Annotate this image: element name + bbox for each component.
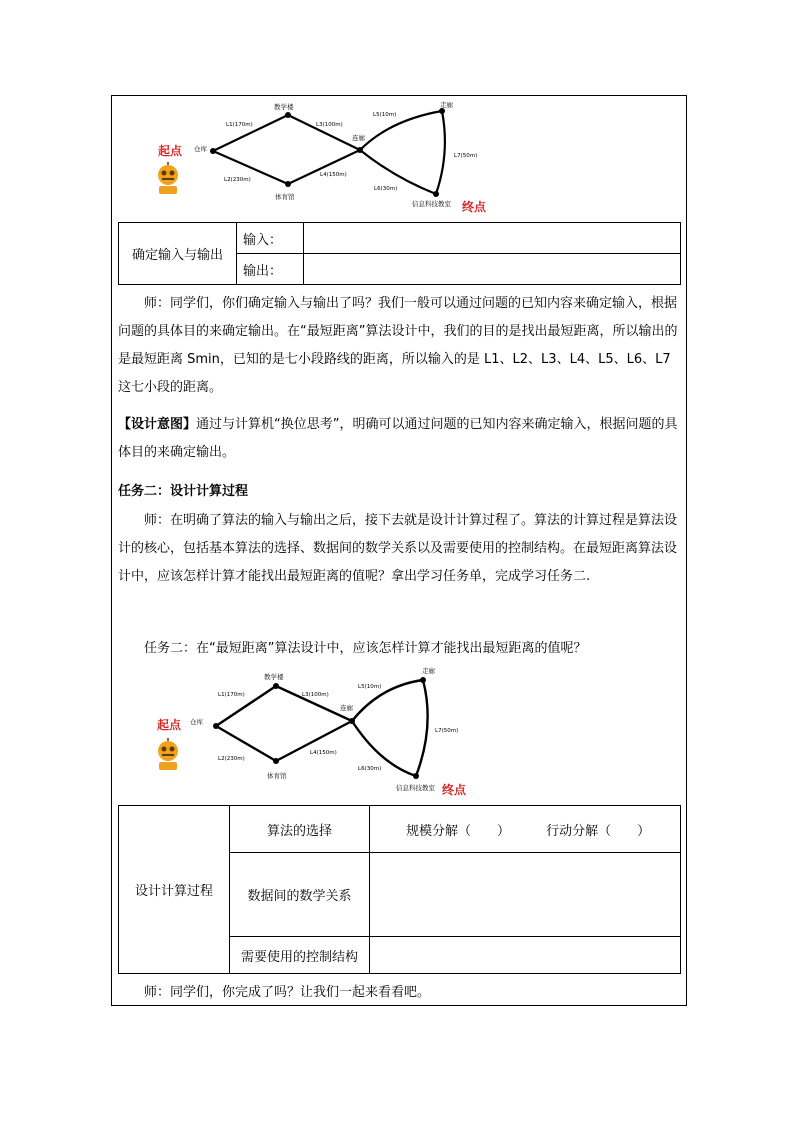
scale-decomposition-option[interactable]: 规模分解（ ） — [406, 823, 511, 839]
label-l1-2: L1(170m) — [218, 692, 245, 698]
label-l4-2: L4(150m) — [310, 750, 337, 756]
label-warehouse-2: 仓库 — [190, 718, 203, 726]
route-diagram-top — [150, 98, 490, 218]
start-label: 起点 — [158, 144, 183, 158]
label-l3: L3(100m) — [316, 122, 343, 128]
label-classroom: 信息科技教室 — [412, 200, 451, 208]
label-l5: L5(10m) — [373, 112, 397, 118]
action-decomposition-option[interactable]: 行动分解（ ） — [546, 823, 651, 839]
algo-choice-options — [370, 806, 681, 853]
label-l7: L7(50m) — [454, 153, 478, 159]
start-label-2: 起点 — [157, 718, 182, 732]
label-l2: L2(230m) — [224, 177, 251, 183]
end-label: 终点 — [462, 200, 487, 214]
robot-mascot-icon — [158, 162, 178, 194]
algo-choice-label: 算法的选择 — [230, 806, 370, 853]
design-intent-paragraph — [118, 411, 680, 467]
label-classroom-2: 信息科技教室 — [396, 784, 435, 792]
node-corridor — [357, 147, 363, 153]
label-warehouse: 仓库 — [194, 145, 207, 153]
label-gym: 体育馆 — [275, 193, 295, 201]
task2-question: 任务二：在“最短距离”算法设计中，应该怎样计算才能找出最短距离的值呢？ — [144, 641, 587, 656]
robot-mascot-icon-2 — [158, 738, 178, 770]
paragraph-closing: 师：同学们，你完成了吗？让我们一起来看看吧。 — [144, 985, 431, 1000]
label-l7-2: L7(50m) — [435, 728, 459, 734]
label-l1: L1(170m) — [226, 122, 253, 128]
input-label: 输入： — [237, 223, 304, 254]
io-table — [118, 222, 681, 285]
node-classroom — [433, 191, 439, 197]
route-diagram-bottom — [150, 664, 490, 799]
label-l6: L6(30m) — [374, 186, 398, 192]
label-l2-2: L2(230m) — [218, 756, 245, 762]
paragraph-io-explanation: 师：同学们，你们确定输入与输出了吗？我们一般可以通过问题的已知内容来确定输入，根据问题的具体目的来确定输出。在“最短距离”算法设计中，我们的目的是找出最短距离，所以输出的是最短距离 Smin，已知的是七小段路线的距离，所以输入的是 L1、L2、L3、L4、L5、L6、L7 这七小段的距离。 — [118, 296, 678, 395]
design-intent-label: 【设计意图】 — [118, 417, 197, 432]
control-structure-label: 需要使用的控制结构 — [230, 937, 370, 974]
calc-table-header: 设计计算过程 — [119, 806, 230, 974]
node-warehouse — [210, 148, 216, 154]
design-intent-text: 通过与计算机“换位思考”，明确可以通过问题的已知内容来确定输入，根据问题的具体目的来确定输出。 — [118, 417, 678, 460]
math-relation-cell[interactable] — [370, 853, 681, 937]
label-corridor: 连廊 — [352, 134, 365, 142]
math-relation-label: 数据间的数学关系 — [230, 853, 370, 937]
output-label: 输出： — [237, 254, 304, 285]
label-corridor-2: 连廊 — [340, 704, 353, 712]
label-l6-2: L6(30m) — [358, 766, 382, 772]
edge-l3 — [288, 115, 360, 150]
edge-l1 — [213, 115, 288, 151]
edge-l7 — [436, 111, 445, 194]
control-structure-cell[interactable] — [370, 937, 681, 974]
paragraph-calc-process: 师：在明确了算法的输入与输出之后，接下去就是设计计算过程了。算法的计算过程是算法设计的核心，包括基本算法的选择、数据间的数学关系以及需要使用的控制结构。在最短距离算法设计中，应该怎样计算才能找出最短距离的值呢？拿出学习任务单，完成学习任务二. — [118, 513, 678, 584]
io-table-header: 确定输入与输出 — [119, 223, 237, 285]
label-teaching-building: 教学楼 — [274, 103, 294, 111]
node-gym — [285, 181, 291, 187]
end-label-2: 终点 — [442, 783, 467, 797]
calc-process-table — [118, 805, 681, 974]
node-teaching-building — [285, 112, 291, 118]
label-l4: L4(150m) — [320, 172, 347, 178]
input-value-cell[interactable] — [304, 223, 681, 254]
label-walkway: 走廊 — [440, 101, 453, 109]
label-gym-2: 体育馆 — [267, 772, 287, 780]
output-value-cell[interactable] — [304, 254, 681, 285]
label-teaching-building-2: 教学楼 — [264, 673, 284, 681]
edge-l6 — [360, 150, 436, 194]
label-l3-2: L3(100m) — [302, 692, 329, 698]
task2-heading: 任务二：设计计算过程 — [118, 484, 249, 499]
label-walkway-2: 走廊 — [422, 667, 435, 675]
edge-l4 — [288, 150, 360, 184]
label-l5-2: L5(10m) — [358, 684, 382, 690]
